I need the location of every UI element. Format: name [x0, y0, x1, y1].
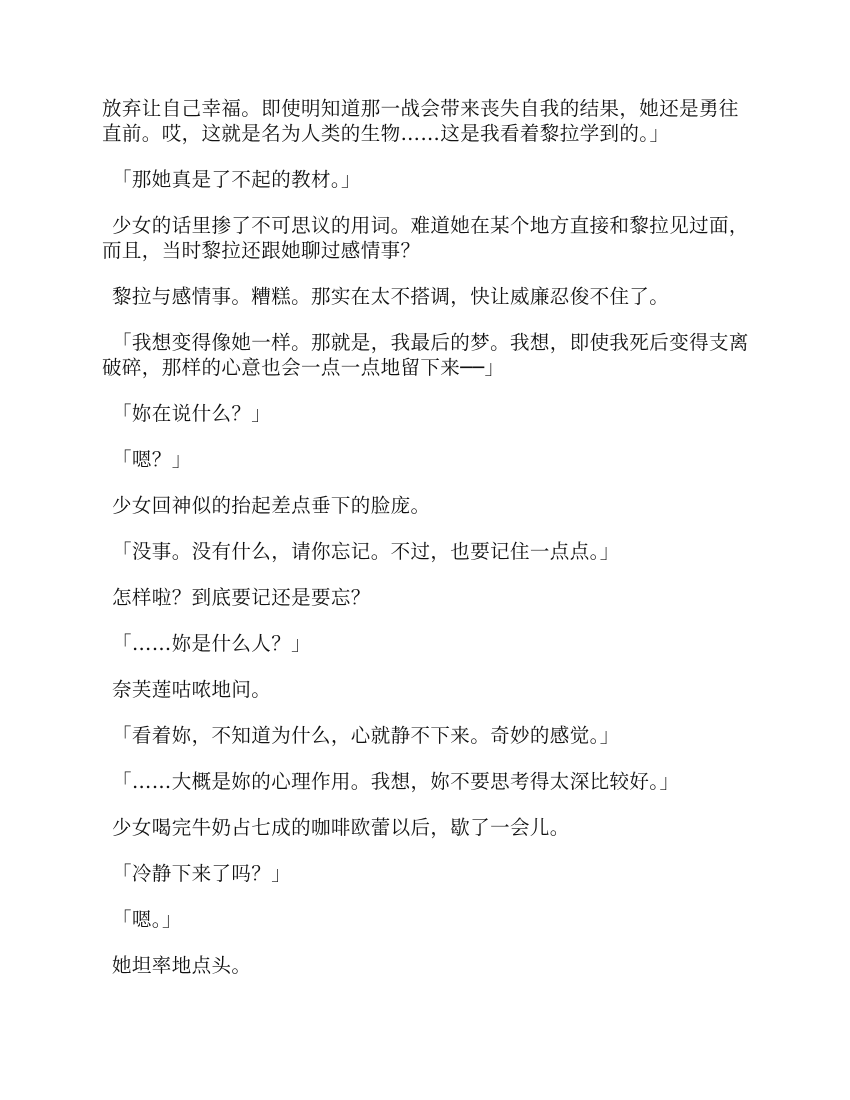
paragraph: 「妳在说什么？」 [112, 402, 272, 425]
paragraph: 「嗯？」 [112, 448, 192, 471]
paragraph: 「嗯。」 [112, 908, 182, 931]
paragraph: 黎拉与感情事。糟糕。那实在太不搭调，快让威廉忍俊不住了。 [112, 285, 670, 308]
paragraph: 奈芙莲咕哝地问。 [112, 678, 272, 701]
paragraph: 放弃让自己幸福。即使明知道那一战会带来丧失自我的结果，她还是勇往直前。哎，这就是名为人类的生物……这是我看着黎拉学到的。」 [102, 97, 739, 145]
paragraph: 「……妳是什么人？」 [112, 632, 312, 655]
paragraph: 「没事。没有什么，请你忘记。不过，也要记住一点点。」 [112, 540, 620, 563]
paragraph: 「我想变得像她一样。那就是，我最后的梦。我想，即使我死后变得支离破碎，那样的心意也会一点一点地留下来──」 [102, 331, 749, 379]
paragraph: 少女回神似的抬起差点垂下的脸庞。 [112, 494, 431, 517]
paragraph: 「那她真是了不起的教材。」 [112, 168, 361, 191]
paragraph: 怎样啦？到底要记还是要忘？ [112, 586, 371, 609]
paragraph: 少女喝完牛奶占七成的咖啡欧蕾以后，歇了一会儿。 [112, 816, 570, 839]
paragraph: 「冷静下来了吗？」 [112, 862, 292, 885]
paragraph: 「看着妳，不知道为什么，心就静不下来。奇妙的感觉。」 [112, 724, 620, 747]
paragraph: 她坦率地点头。 [112, 954, 252, 977]
paragraph: 少女的话里掺了不可思议的用词。难道她在某个地方直接和黎拉见过面，而且，当时黎拉还跟她聊过感情事？ [102, 214, 749, 262]
paragraph: 「……大概是妳的心理作用。我想，妳不要思考得太深比较好。」 [112, 770, 680, 793]
body-text [102, 96, 752, 999]
